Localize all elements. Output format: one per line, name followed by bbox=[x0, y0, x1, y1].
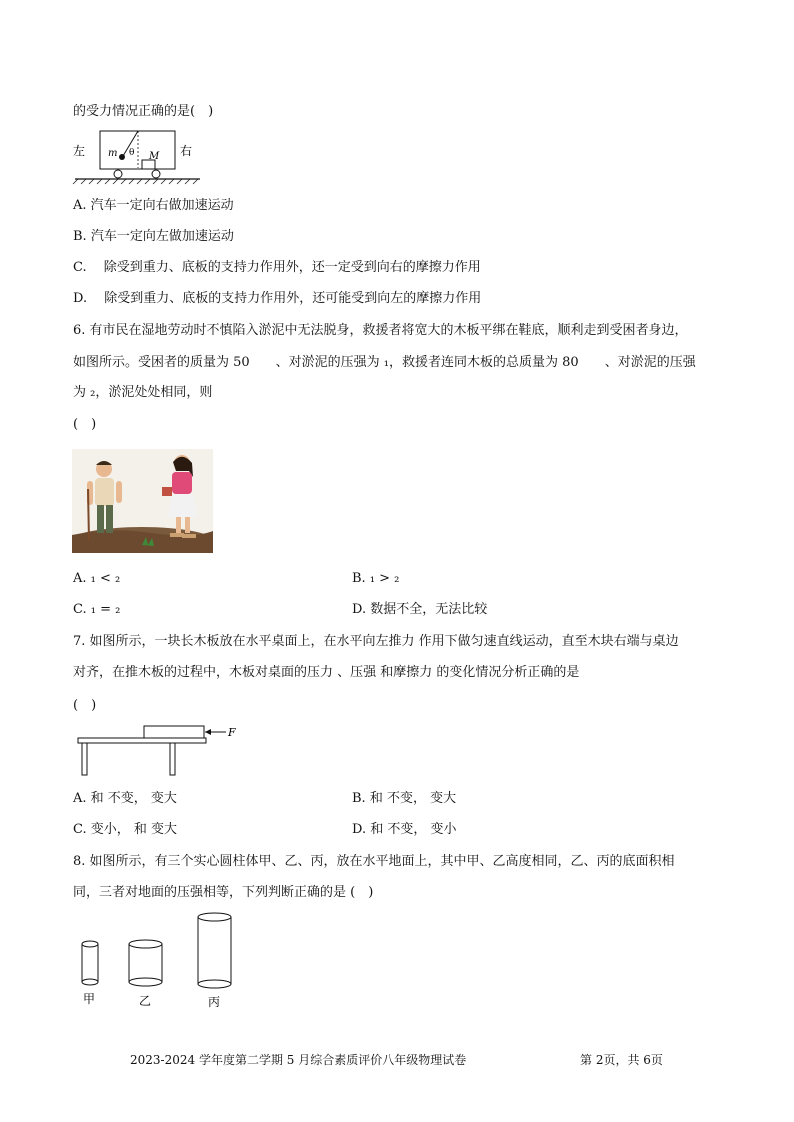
q5-m-label: m bbox=[108, 148, 118, 159]
q8-stem-line-1: 8. 如图所示，有三个实心圆柱体甲、乙、丙，放在水平地面上，其中甲、乙高度相同，乙、丙的底面积相 bbox=[73, 854, 675, 869]
q7-option-a: A. 和 不变， 变大 bbox=[73, 791, 177, 806]
q6-answer-blank: ( ) bbox=[73, 417, 97, 432]
cylinder-bing bbox=[198, 913, 231, 988]
table-top bbox=[78, 738, 206, 743]
q5-right-label: 右 bbox=[180, 144, 193, 158]
wheel-left bbox=[114, 170, 122, 178]
q7-option-b: B. 和 不变， 变大 bbox=[352, 791, 457, 806]
q7-option-c: C. 变小， 和 变大 bbox=[73, 822, 178, 837]
wheel-right bbox=[152, 170, 160, 178]
cylinder-jia bbox=[82, 941, 98, 985]
q6-stem-line-3: 为 ₂，淤泥处处相同，则 bbox=[73, 385, 213, 400]
footer-page-number: 第 2页，共 6页 bbox=[580, 1053, 663, 1067]
wooden-board bbox=[144, 726, 204, 738]
q6-option-d: D. 数据不全，无法比较 bbox=[352, 602, 488, 617]
q7-stem-line-2: 对齐，在推木板的过程中，木板对桌面的压力 、压强 和摩擦力 的变化情况分析正确的是 bbox=[73, 665, 580, 680]
label-yi: 乙 bbox=[139, 994, 152, 1008]
q8-stem-line-2: 同，三者对地面的压强相等，下列判断正确的是 ( ) bbox=[73, 885, 374, 900]
q7-option-d: D. 和 不变， 变小 bbox=[352, 822, 457, 837]
q5-car-figure bbox=[70, 126, 210, 188]
table-leg-left bbox=[82, 743, 87, 775]
q5-theta-label: θ bbox=[129, 148, 135, 158]
q6-option-c: C. ₁ = ₂ bbox=[73, 602, 121, 617]
q7-stem-line-1: 7. 如图所示，一块长木板放在水平桌面上，在水平向左推力 作用下做匀速直线运动，直至木块右端与桌边 bbox=[73, 634, 679, 649]
q5-option-d: D. 除受到重力、底板的支持力作用外，还可能受到向左的摩擦力作用 bbox=[73, 291, 482, 306]
q6-stem-line-1: 6. 有市民在湿地劳动时不慎陷入淤泥中无法脱身，救援者将宽大的木板平绑在鞋底，顺利走到受困者身边， bbox=[73, 323, 688, 338]
q5-option-c: C. 除受到重力、底板的支持力作用外，还一定受到向右的摩擦力作用 bbox=[73, 260, 481, 275]
q6-stem-line-2: 如图所示。受困者的质量为 50 、对淤泥的压强为 ₁，救援者连同木板的总质量为 80 、对淤泥的压强 bbox=[73, 355, 696, 370]
force-arrow-head bbox=[205, 729, 211, 735]
q6-option-b: B. ₁ > ₂ bbox=[352, 571, 400, 586]
label-jia: 甲 bbox=[83, 992, 96, 1006]
q7-force-label: F bbox=[228, 726, 236, 739]
label-bing: 丙 bbox=[208, 995, 221, 1009]
q6-rescue-illustration bbox=[72, 449, 213, 553]
table-leg-right bbox=[170, 743, 175, 775]
q5-option-a: A. 汽车一定向右做加速运动 bbox=[73, 198, 234, 213]
q8-cylinders-figure bbox=[74, 908, 244, 1012]
q5-M-label: M bbox=[149, 151, 160, 162]
cylinder-yi bbox=[129, 940, 162, 986]
q5-stem-tail: 的受力情况正确的是( ) bbox=[73, 104, 214, 119]
ground-hatch bbox=[73, 179, 198, 184]
footer-exam-title: 2023-2024 学年度第二学期 5 月综合素质评价八年级物理试卷 bbox=[130, 1053, 467, 1067]
q5-left-label: 左 bbox=[73, 144, 86, 158]
q7-answer-blank: ( ) bbox=[73, 698, 97, 713]
q5-option-b: B. 汽车一定向左做加速运动 bbox=[73, 229, 234, 244]
q7-table-board-figure bbox=[74, 721, 244, 777]
pendulum-ball bbox=[119, 154, 125, 160]
q6-option-a: A. ₁ < ₂ bbox=[73, 571, 121, 586]
